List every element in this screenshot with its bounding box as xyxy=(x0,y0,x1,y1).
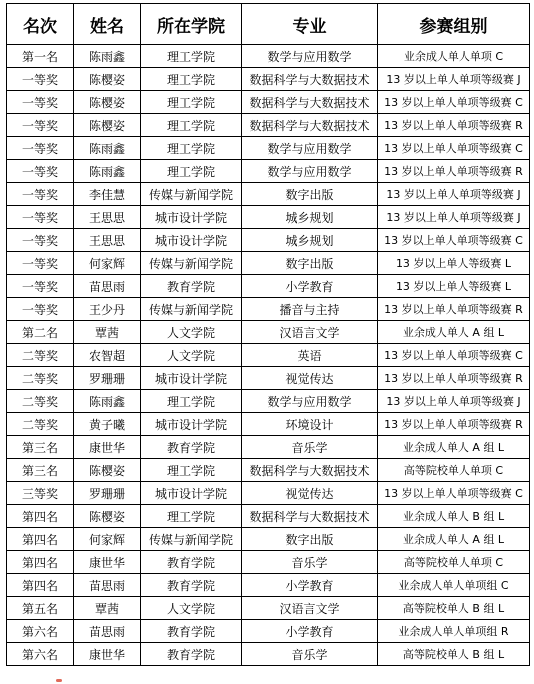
category-cell: 业余成人单人 A 组 L xyxy=(378,436,530,459)
rank-cell: 二等奖 xyxy=(7,390,74,413)
name-cell: 康世华 xyxy=(74,551,141,574)
category-cell: 13 岁以上单人单项等级赛 C xyxy=(378,344,530,367)
category-cell: 13 岁以上单人单项等级赛 R xyxy=(378,413,530,436)
major-cell: 小学教育 xyxy=(242,574,378,597)
major-cell: 数据科学与大数据技术 xyxy=(242,114,378,137)
rank-cell: 一等奖 xyxy=(7,229,74,252)
table-row xyxy=(7,206,530,229)
college-cell: 教育学院 xyxy=(141,643,242,666)
category-cell: 13 岁以上单人单项等级赛 C xyxy=(378,137,530,160)
category-cell: 13 岁以上单人单项等级赛 C xyxy=(378,229,530,252)
major-cell: 数据科学与大数据技术 xyxy=(242,505,378,528)
rank-cell: 一等奖 xyxy=(7,252,74,275)
rank-cell: 第六名 xyxy=(7,643,74,666)
name-cell: 康世华 xyxy=(74,643,141,666)
table-row xyxy=(7,114,530,137)
college-cell: 教育学院 xyxy=(141,436,242,459)
major-cell: 音乐学 xyxy=(242,551,378,574)
name-cell: 王思思 xyxy=(74,206,141,229)
table-row xyxy=(7,160,530,183)
rank-cell: 一等奖 xyxy=(7,160,74,183)
category-cell: 业余成人单人单项 C xyxy=(378,45,530,68)
name-cell: 何家辉 xyxy=(74,252,141,275)
college-cell: 理工学院 xyxy=(141,390,242,413)
category-cell: 13 岁以上单人单项等级赛 R xyxy=(378,160,530,183)
category-cell: 13 岁以上单人等级赛 L xyxy=(378,252,530,275)
category-cell: 业余成人单人 A 组 L xyxy=(378,528,530,551)
major-cell: 环境设计 xyxy=(242,413,378,436)
category-cell: 业余成人单人 B 组 L xyxy=(378,505,530,528)
major-cell: 视觉传达 xyxy=(242,367,378,390)
table-row xyxy=(7,275,530,298)
category-cell: 高等院校单人 B 组 L xyxy=(378,597,530,620)
rank-cell: 第六名 xyxy=(7,620,74,643)
major-cell: 数学与应用数学 xyxy=(242,45,378,68)
name-cell: 王思思 xyxy=(74,229,141,252)
college-cell: 教育学院 xyxy=(141,620,242,643)
name-cell: 陈樱姿 xyxy=(74,114,141,137)
major-cell: 城乡规划 xyxy=(242,229,378,252)
name-cell: 李佳慧 xyxy=(74,183,141,206)
category-cell: 13 岁以上单人单项等级赛 C xyxy=(378,482,530,505)
college-cell: 教育学院 xyxy=(141,574,242,597)
rank-cell: 第四名 xyxy=(7,574,74,597)
major-cell: 数据科学与大数据技术 xyxy=(242,91,378,114)
table-row xyxy=(7,91,530,114)
name-cell: 苗思雨 xyxy=(74,275,141,298)
table-row xyxy=(7,344,530,367)
table-row xyxy=(7,528,530,551)
header-category: 参赛组别 xyxy=(378,4,530,45)
table-row xyxy=(7,574,530,597)
major-cell: 数字出版 xyxy=(242,252,378,275)
major-cell: 数学与应用数学 xyxy=(242,137,378,160)
name-cell: 农智超 xyxy=(74,344,141,367)
rank-cell: 第四名 xyxy=(7,551,74,574)
table-row xyxy=(7,597,530,620)
name-cell: 何家辉 xyxy=(74,528,141,551)
category-cell: 13 岁以上单人单项等级赛 R xyxy=(378,298,530,321)
category-cell: 13 岁以上单人单项等级赛 J xyxy=(378,390,530,413)
table-row xyxy=(7,390,530,413)
major-cell: 音乐学 xyxy=(242,643,378,666)
category-cell: 13 岁以上单人单项等级赛 C xyxy=(378,91,530,114)
college-cell: 城市设计学院 xyxy=(141,206,242,229)
table-row xyxy=(7,643,530,666)
page-edge-mark xyxy=(56,679,62,682)
header-major: 专业 xyxy=(242,4,378,45)
major-cell: 汉语言文学 xyxy=(242,597,378,620)
rank-cell: 二等奖 xyxy=(7,344,74,367)
category-cell: 13 岁以上单人单项等级赛 J xyxy=(378,206,530,229)
header-name: 姓名 xyxy=(74,4,141,45)
table-body xyxy=(7,45,530,666)
college-cell: 理工学院 xyxy=(141,459,242,482)
category-cell: 业余成人单人单项组 R xyxy=(378,620,530,643)
major-cell: 数据科学与大数据技术 xyxy=(242,459,378,482)
major-cell: 播音与主持 xyxy=(242,298,378,321)
college-cell: 理工学院 xyxy=(141,137,242,160)
college-cell: 人文学院 xyxy=(141,344,242,367)
header-college: 所在学院 xyxy=(141,4,242,45)
college-cell: 理工学院 xyxy=(141,505,242,528)
table-row xyxy=(7,252,530,275)
college-cell: 传媒与新闻学院 xyxy=(141,528,242,551)
category-cell: 13 岁以上单人等级赛 L xyxy=(378,275,530,298)
major-cell: 数字出版 xyxy=(242,528,378,551)
name-cell: 罗珊珊 xyxy=(74,367,141,390)
college-cell: 传媒与新闻学院 xyxy=(141,252,242,275)
major-cell: 数学与应用数学 xyxy=(242,160,378,183)
name-cell: 罗珊珊 xyxy=(74,482,141,505)
name-cell: 陈雨鑫 xyxy=(74,45,141,68)
major-cell: 数字出版 xyxy=(242,183,378,206)
rank-cell: 第五名 xyxy=(7,597,74,620)
table-row xyxy=(7,137,530,160)
rank-cell: 一等奖 xyxy=(7,206,74,229)
name-cell: 陈雨鑫 xyxy=(74,137,141,160)
college-cell: 城市设计学院 xyxy=(141,413,242,436)
table-row xyxy=(7,298,530,321)
rank-cell: 第一名 xyxy=(7,45,74,68)
rank-cell: 一等奖 xyxy=(7,275,74,298)
table-row xyxy=(7,183,530,206)
rank-cell: 二等奖 xyxy=(7,413,74,436)
major-cell: 数学与应用数学 xyxy=(242,390,378,413)
college-cell: 城市设计学院 xyxy=(141,367,242,390)
college-cell: 理工学院 xyxy=(141,114,242,137)
table-row xyxy=(7,321,530,344)
name-cell: 覃茜 xyxy=(74,597,141,620)
rank-cell: 第三名 xyxy=(7,459,74,482)
college-cell: 人文学院 xyxy=(141,597,242,620)
college-cell: 理工学院 xyxy=(141,160,242,183)
college-cell: 教育学院 xyxy=(141,551,242,574)
rank-cell: 一等奖 xyxy=(7,91,74,114)
rank-cell: 一等奖 xyxy=(7,183,74,206)
major-cell: 视觉传达 xyxy=(242,482,378,505)
table-row xyxy=(7,229,530,252)
rank-cell: 一等奖 xyxy=(7,298,74,321)
table-row xyxy=(7,413,530,436)
category-cell: 13 岁以上单人单项等级赛 J xyxy=(378,183,530,206)
rank-cell: 三等奖 xyxy=(7,482,74,505)
college-cell: 人文学院 xyxy=(141,321,242,344)
table-row xyxy=(7,505,530,528)
college-cell: 理工学院 xyxy=(141,91,242,114)
college-cell: 城市设计学院 xyxy=(141,482,242,505)
major-cell: 小学教育 xyxy=(242,275,378,298)
name-cell: 陈樱姿 xyxy=(74,459,141,482)
table-row xyxy=(7,45,530,68)
major-cell: 城乡规划 xyxy=(242,206,378,229)
college-cell: 城市设计学院 xyxy=(141,229,242,252)
college-cell: 教育学院 xyxy=(141,275,242,298)
major-cell: 汉语言文学 xyxy=(242,321,378,344)
name-cell: 陈雨鑫 xyxy=(74,160,141,183)
rank-cell: 一等奖 xyxy=(7,68,74,91)
major-cell: 数据科学与大数据技术 xyxy=(242,68,378,91)
college-cell: 传媒与新闻学院 xyxy=(141,183,242,206)
name-cell: 苗思雨 xyxy=(74,574,141,597)
rank-cell: 第二名 xyxy=(7,321,74,344)
category-cell: 13 岁以上单人单项等级赛 R xyxy=(378,114,530,137)
table-row xyxy=(7,367,530,390)
table-row xyxy=(7,459,530,482)
category-cell: 业余成人单人 A 组 L xyxy=(378,321,530,344)
rank-cell: 二等奖 xyxy=(7,367,74,390)
rank-cell: 一等奖 xyxy=(7,114,74,137)
major-cell: 小学教育 xyxy=(242,620,378,643)
category-cell: 13 岁以上单人单项等级赛 R xyxy=(378,367,530,390)
name-cell: 陈樱姿 xyxy=(74,505,141,528)
name-cell: 覃茜 xyxy=(74,321,141,344)
table-row xyxy=(7,620,530,643)
rank-cell: 一等奖 xyxy=(7,137,74,160)
category-cell: 高等院校单人单项 C xyxy=(378,551,530,574)
rank-cell: 第四名 xyxy=(7,528,74,551)
college-cell: 理工学院 xyxy=(141,45,242,68)
category-cell: 业余成人单人单项组 C xyxy=(378,574,530,597)
table-row xyxy=(7,68,530,91)
name-cell: 康世华 xyxy=(74,436,141,459)
name-cell: 王少丹 xyxy=(74,298,141,321)
table-row xyxy=(7,551,530,574)
header-rank: 名次 xyxy=(7,4,74,45)
major-cell: 音乐学 xyxy=(242,436,378,459)
table-header xyxy=(7,4,530,45)
name-cell: 黄子曦 xyxy=(74,413,141,436)
name-cell: 苗思雨 xyxy=(74,620,141,643)
name-cell: 陈雨鑫 xyxy=(74,390,141,413)
results-table xyxy=(6,3,530,666)
header-row xyxy=(7,4,530,45)
major-cell: 英语 xyxy=(242,344,378,367)
college-cell: 传媒与新闻学院 xyxy=(141,298,242,321)
name-cell: 陈樱姿 xyxy=(74,68,141,91)
rank-cell: 第四名 xyxy=(7,505,74,528)
table-row xyxy=(7,436,530,459)
college-cell: 理工学院 xyxy=(141,68,242,91)
category-cell: 高等院校单人 B 组 L xyxy=(378,643,530,666)
category-cell: 高等院校单人单项 C xyxy=(378,459,530,482)
name-cell: 陈樱姿 xyxy=(74,91,141,114)
table-row xyxy=(7,482,530,505)
rank-cell: 第三名 xyxy=(7,436,74,459)
category-cell: 13 岁以上单人单项等级赛 J xyxy=(378,68,530,91)
